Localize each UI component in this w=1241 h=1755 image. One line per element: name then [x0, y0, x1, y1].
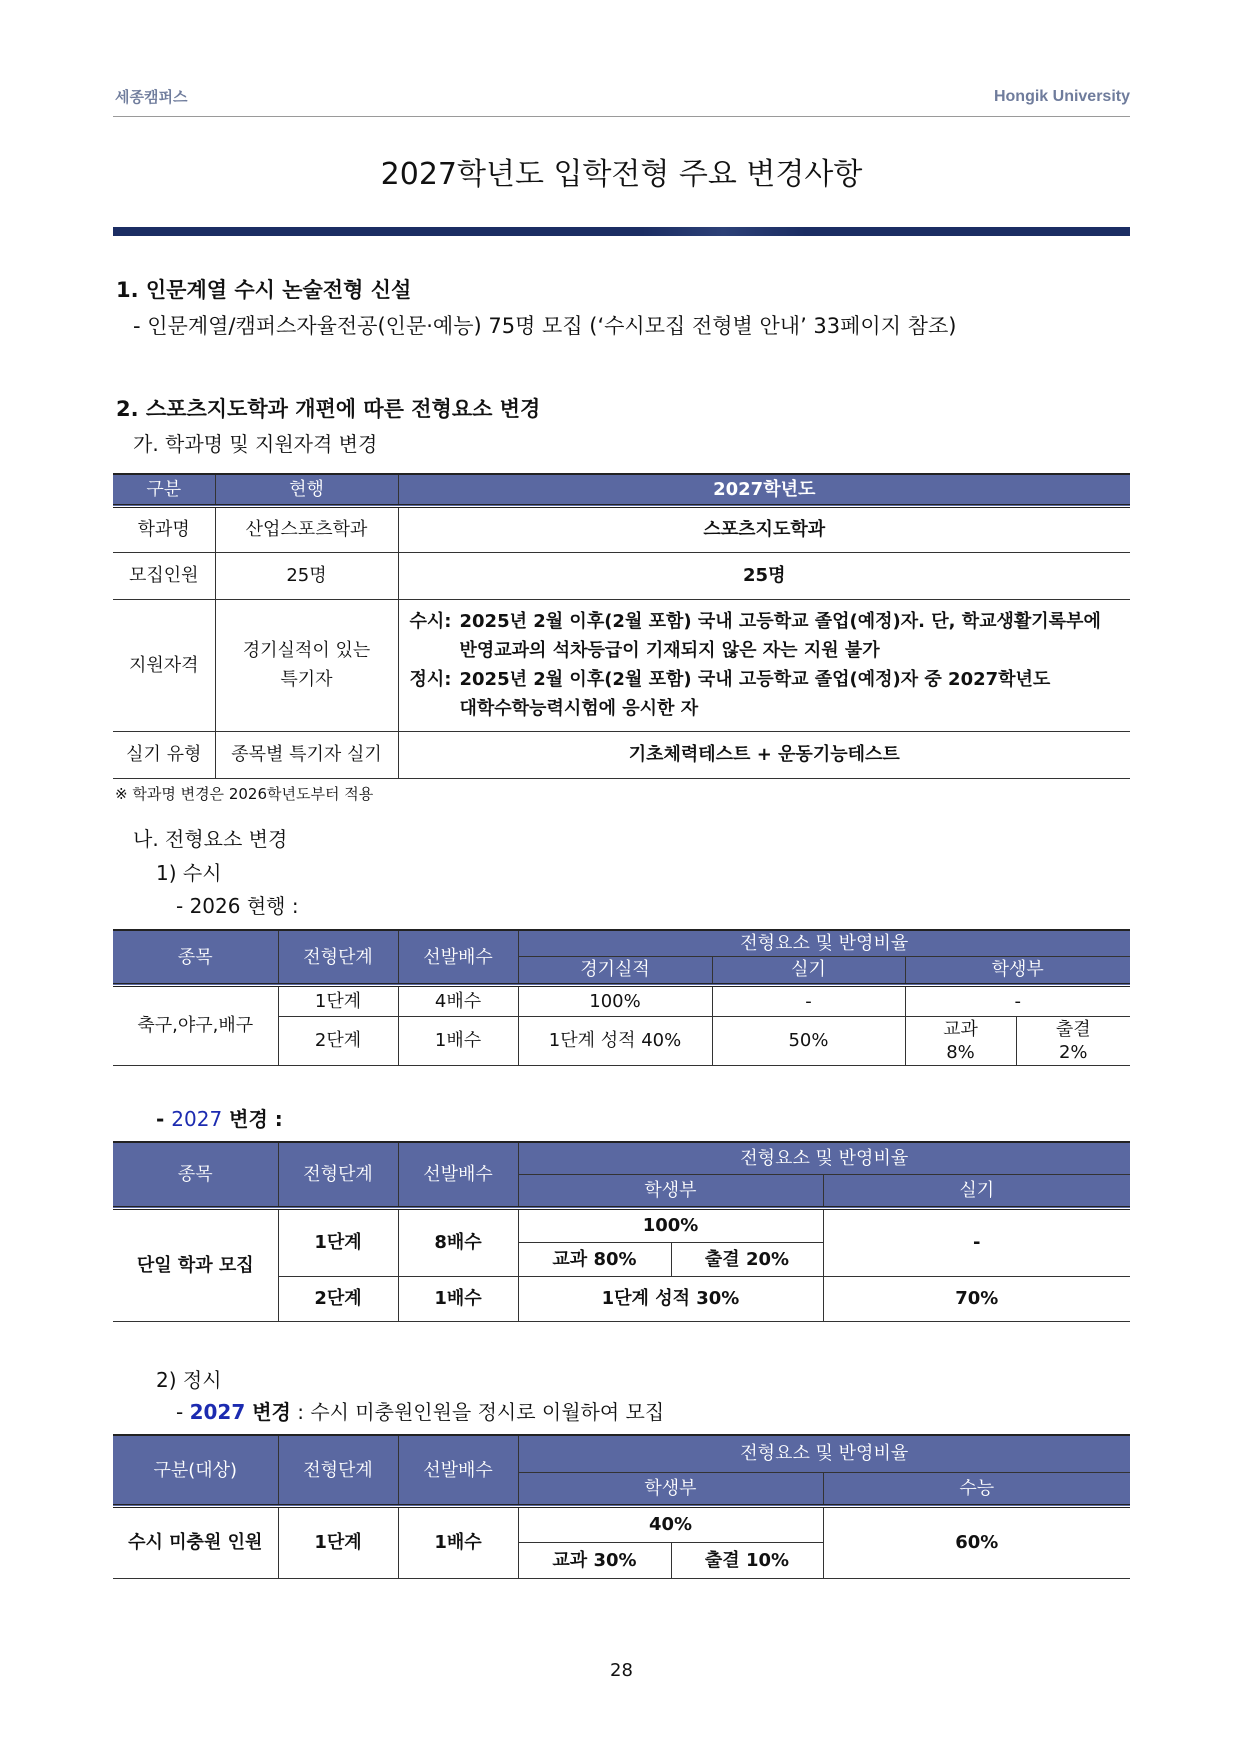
col-header-multiple: 선발배수 [398, 1142, 518, 1208]
university-name: Hongik University [993, 88, 1130, 105]
jeongsi-2027-label [176, 1398, 664, 1426]
subsection-a-label: 가. 학과명 및 지원자격 변경 [133, 432, 378, 456]
col-header-2027: 2027학년도 [398, 474, 1130, 506]
qualification-jeongsi [410, 665, 1131, 723]
multiple-cell: 8배수 [398, 1208, 518, 1276]
practical-current: 종목별 특기자 실기 [215, 731, 398, 778]
qualification-line: 2025년 2월 이후(2월 포함) 국내 고등학교 졸업(예정)자 중 2027학년도 [459, 669, 1051, 690]
event-cell: 단일 학과 모집 [113, 1208, 278, 1321]
col-header-school: 학생부 [905, 956, 1130, 985]
col-header-school: 학생부 [518, 1472, 823, 1506]
campus-label: 세종캠퍼스 [115, 88, 188, 106]
practical-new: 기초체력테스트 + 운동기능테스트 [398, 731, 1130, 778]
school-total-cell: 100% [518, 1208, 823, 1242]
record-cell: 100% [518, 985, 712, 1016]
col-header-event: 종목 [113, 1142, 278, 1208]
susi-2026-label: - 2026 현행 : [176, 894, 299, 918]
col-header-stage: 전형단계 [278, 1142, 398, 1208]
col-header-elements: 전형요소 및 반영비율 [518, 930, 1130, 956]
stage-cell: 2단계 [278, 1016, 398, 1065]
practical-cell: - [712, 985, 905, 1016]
multiple-cell: 1배수 [398, 1506, 518, 1578]
col-header-multiple: 선발배수 [398, 930, 518, 985]
label-dash: - [176, 1400, 190, 1424]
row-label-qualification: 지원자격 [113, 599, 215, 731]
stage-cell: 2단계 [278, 1276, 398, 1321]
row-label-department: 학과명 [113, 506, 215, 552]
header-rule [113, 116, 1130, 117]
col-header-stage: 전형단계 [278, 1435, 398, 1506]
school-total-cell: 40% [518, 1506, 823, 1542]
attendance-value: 2% [1058, 1041, 1088, 1063]
page-number: 28 [610, 1660, 633, 1681]
subject-value: 8% [946, 1041, 975, 1063]
section1-detail: - 인문계열/캠퍼스자율전공(인문·예능) 75명 모집 (‘수시모집 전형별 안내’ 33페이지 참조) [133, 314, 957, 338]
department-new: 스포츠지도학과 [398, 506, 1130, 552]
subject-cell: 교과 30% [518, 1542, 671, 1578]
school-cell: 1단계 성적 30% [518, 1276, 823, 1321]
multiple-cell: 1배수 [398, 1276, 518, 1321]
susi-2027-table [113, 1141, 1130, 1322]
label-year: 2027 [189, 1400, 246, 1424]
school-cell: - [905, 985, 1130, 1016]
multiple-cell: 1배수 [398, 1016, 518, 1065]
col-header-record: 경기실적 [518, 956, 712, 985]
susi-label: 1) 수시 [156, 861, 222, 885]
practical-cell: 70% [823, 1276, 1130, 1321]
qualification-current-line: 특기자 [280, 669, 333, 690]
subject-cell [905, 1016, 1016, 1065]
col-header-event: 종목 [113, 930, 278, 985]
attendance-label: 출결 [1055, 1018, 1091, 1040]
title-underline-bar [113, 227, 1130, 236]
col-header-csat: 수능 [823, 1472, 1130, 1506]
qualification-current [215, 599, 398, 731]
practical-cell: - [823, 1208, 1130, 1276]
row-label-practical: 실기 유형 [113, 731, 215, 778]
subject-label: 교과 [943, 1018, 978, 1040]
col-header-practical: 실기 [712, 956, 905, 985]
event-cell: 축구,야구,배구 [113, 985, 278, 1065]
col-header-multiple: 선발배수 [398, 1435, 518, 1506]
label-rest: 변경 : [222, 1107, 283, 1131]
label-year: 2027 [171, 1107, 223, 1131]
attendance-cell: 출결 10% [671, 1542, 823, 1578]
qualification-tag: 정시: [409, 669, 452, 690]
label-rest: : 수시 미충원인원을 정시로 이월하여 모집 [290, 1400, 665, 1424]
quota-current: 25명 [215, 552, 398, 599]
col-header-school: 학생부 [518, 1174, 823, 1208]
qualification-line: 2025년 2월 이후(2월 포함) 국내 고등학교 졸업(예정)자. 단, 학교생활기록부에 [459, 611, 1101, 632]
csat-cell: 60% [823, 1506, 1130, 1578]
attendance-cell: 출결 20% [671, 1242, 823, 1276]
qualification-tag: 수시: [409, 611, 452, 632]
subsection-b-label: 나. 전형요소 변경 [133, 827, 288, 851]
page-title: 2027학년도 입학전형 주요 변경사항 [380, 157, 863, 192]
section2-heading: 2. 스포츠지도학과 개편에 따른 전형요소 변경 [116, 397, 541, 421]
col-header-elements: 전형요소 및 반영비율 [518, 1142, 1130, 1174]
qualification-susi [410, 607, 1131, 665]
jeongsi-label: 2) 정시 [156, 1368, 222, 1392]
category-cell: 수시 미충원 인원 [113, 1506, 278, 1578]
label-change: 변경 [245, 1400, 291, 1424]
col-header-category: 구분 [113, 474, 215, 506]
department-change-table [113, 473, 1130, 779]
jeongsi-2027-table [113, 1434, 1130, 1579]
susi-2027-label [156, 1105, 283, 1133]
col-header-stage: 전형단계 [278, 930, 398, 985]
subject-cell: 교과 80% [518, 1242, 671, 1276]
stage-cell: 1단계 [278, 1208, 398, 1276]
attendance-cell [1016, 1016, 1130, 1065]
department-current: 산업스포츠학과 [215, 506, 398, 552]
col-header-current: 현행 [215, 474, 398, 506]
stage-cell: 1단계 [278, 1506, 398, 1578]
col-header-practical: 실기 [823, 1174, 1130, 1208]
record-cell: 1단계 성적 40% [518, 1016, 712, 1065]
table-note: ※ 학과명 변경은 2026학년도부터 적용 [115, 785, 374, 803]
qualification-current-line: 경기실적이 있는 [242, 640, 371, 661]
col-header-category: 구분(대상) [113, 1435, 278, 1506]
multiple-cell: 4배수 [398, 985, 518, 1016]
col-header-elements: 전형요소 및 반영비율 [518, 1435, 1130, 1472]
stage-cell: 1단계 [278, 985, 398, 1016]
susi-2026-table [113, 929, 1130, 1066]
practical-cell: 50% [712, 1016, 905, 1065]
qualification-line: 대학수학능력시험에 응시한 자 [459, 698, 699, 719]
row-label-quota: 모집인원 [113, 552, 215, 599]
quota-new: 25명 [398, 552, 1130, 599]
qualification-line: 반영교과의 석차등급이 기재되지 않은 자는 지원 불가 [459, 640, 880, 661]
section1-heading: 1. 인문계열 수시 논술전형 신설 [116, 278, 412, 302]
qualification-new [398, 599, 1130, 731]
label-dash: - [156, 1107, 172, 1131]
